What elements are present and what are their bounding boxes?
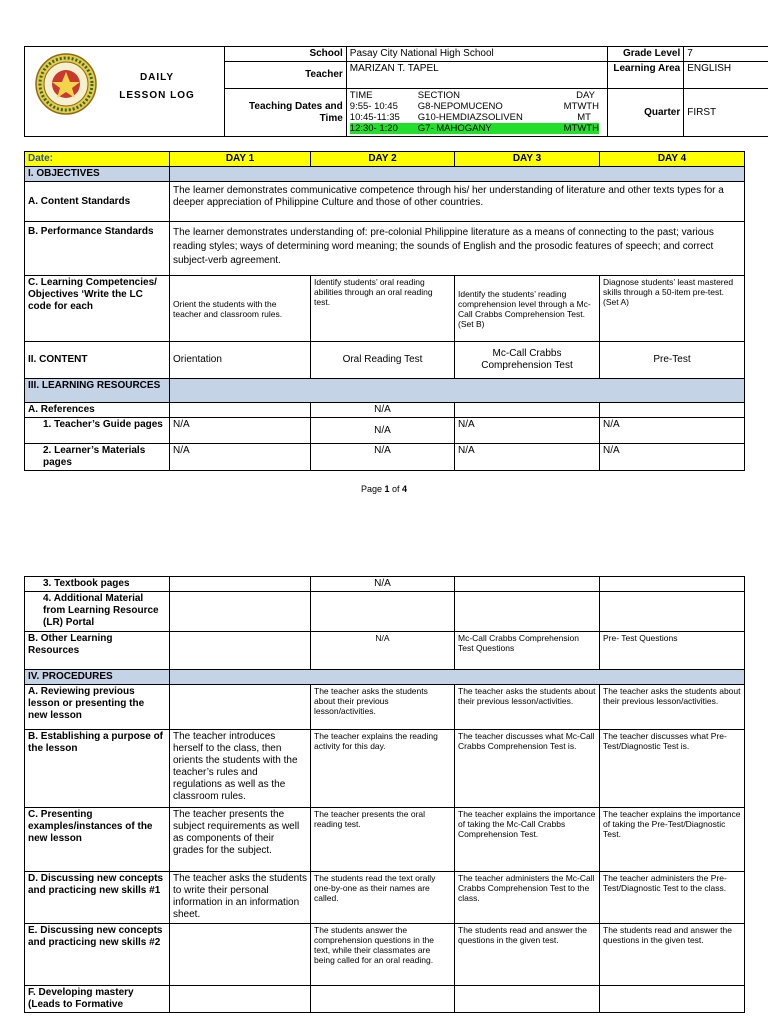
section-fill [170, 670, 745, 685]
other-resources-label: B. Other Learning Resources [25, 632, 170, 670]
page-prefix: Page [360, 484, 385, 494]
references-cell: N/A [311, 403, 455, 418]
presenting-cell: The teacher explains the importance of taking the Pre-Test/Diagnostic Test. [600, 808, 745, 872]
performance-standards-label: B. Performance Standards [25, 222, 170, 276]
header-table [24, 46, 768, 137]
additional-cell [170, 592, 311, 632]
presenting-cell: The teacher presents the oral reading test. [311, 808, 455, 872]
textbook-label: 3. Textbook pages [25, 577, 170, 592]
schedule-cell [346, 89, 607, 137]
schedule-time: 12:30- 1:20 [349, 123, 398, 134]
discussing1-label: D. Discussing new concepts and practicing new skills #1 [25, 872, 170, 924]
discussing2-cell: The students read and answer the questions in the given test. [455, 924, 600, 986]
competency-cell: Identify students’ oral reading abilities through an oral reading test. [311, 276, 455, 342]
section-fill [170, 379, 745, 403]
mastery-cell [170, 986, 311, 1013]
competencies-label: C. Learning Competencies/ Objectives ‘Write the LC code for each [25, 276, 170, 342]
mastery-label: F. Developing mastery (Leads to Formative [25, 986, 170, 1013]
grade-label: Grade Level [607, 47, 683, 62]
teachers-guide-cell: N/A [600, 418, 745, 444]
purpose-cell: The teacher discusses what Pre-Test/Diagnostic Test is. [600, 730, 745, 808]
performance-standards-text: The learner demonstrates understanding of: pre-colonial Philippine literature as a means of connecting to the past; various reading styles; ways of determining word meaning; the sounds of English and the prosodic features of speech; and correct subject-verb agreement. [170, 222, 745, 276]
schedule-time: 10:45-11:35 [349, 112, 400, 123]
day-header: DAY 2 [311, 152, 455, 167]
additional-cell [311, 592, 455, 632]
other-resources-cell: N/A [311, 632, 455, 670]
teacher-value: MARIZAN T. TAPEL [346, 62, 607, 89]
quarter-label: Quarter [607, 89, 683, 137]
teachers-guide-cell: N/A [170, 418, 311, 444]
schedule-section: G10-HEMDIAZSOLIVEN [417, 112, 523, 123]
lesson-table-page1 [24, 151, 745, 471]
content-standards-label: A. Content Standards [25, 182, 170, 222]
other-resources-cell [170, 632, 311, 670]
page-of: of [389, 484, 403, 494]
lesson-table-page2 [24, 576, 745, 1013]
schedule-time: 9:55- 10:45 [349, 101, 398, 112]
learners-materials-cell: N/A [311, 444, 455, 471]
schedule-time: TIME [349, 90, 373, 101]
date-label: Date: [25, 152, 170, 167]
textbook-cell [600, 577, 745, 592]
schedule-day: MTWTH [563, 123, 599, 134]
competency-cell: Orient the students with the teacher and classroom rules. [170, 276, 311, 342]
discussing1-cell: The teacher asks the students to write their personal information in an information sheet. [170, 872, 311, 924]
references-cell [455, 403, 600, 418]
schedule-row [350, 112, 599, 123]
textbook-cell: N/A [311, 577, 455, 592]
discussing1-cell: The students read the text orally one-by-one as their names are called. [311, 872, 455, 924]
reviewing-cell [170, 685, 311, 730]
procedures-label: IV. PROCEDURES [25, 670, 170, 685]
other-resources-cell: Pre- Test Questions [600, 632, 745, 670]
teachers-guide-cell: N/A [311, 418, 455, 444]
references-label: A. References [25, 403, 170, 418]
objectives-label: I. OBJECTIVES [25, 167, 170, 182]
title-line1: DAILY [139, 72, 175, 83]
day-header: DAY 1 [170, 152, 311, 167]
reviewing-cell: The teacher asks the students about their previous lesson/activities. [600, 685, 745, 730]
teachers-guide-cell: N/A [455, 418, 600, 444]
page-number [0, 484, 768, 494]
references-cell [170, 403, 311, 418]
schedule-day: MTWTH [563, 101, 599, 112]
content-cell: Orientation [170, 342, 311, 379]
competency-cell: Diagnose students’ least mastered skills through a 50-item pre-test. (Set A) [600, 276, 745, 342]
mastery-cell [455, 986, 600, 1013]
purpose-label: B. Establishing a purpose of the lesson [25, 730, 170, 808]
discussing2-cell: The students answer the comprehension questions in the text, while their classmates are being called for an oral reading. [311, 924, 455, 986]
content-standards-text: The learner demonstrates communicative competence through his/ her understanding of literature and other texts types for a deeper appreciation of Philippine Culture and those of other countries. [170, 182, 745, 222]
school-label: School [224, 47, 346, 62]
schedule-row [350, 90, 599, 101]
mastery-cell [311, 986, 455, 1013]
title-line2: LESSON LOG [119, 90, 195, 101]
textbook-cell [455, 577, 600, 592]
reviewing-cell: The teacher asks the students about their previous lesson/activities. [455, 685, 600, 730]
content-cell: Pre-Test [600, 342, 745, 379]
grade-value: 7 [684, 47, 768, 62]
reviewing-cell: The teacher asks the students about their previous lesson/activities. [311, 685, 455, 730]
schedule-day: DAY [576, 90, 595, 101]
discussing1-cell: The teacher administers the Mc-Call Crabbs Comprehension Test to the class. [455, 872, 600, 924]
page-num: 1 [384, 484, 390, 494]
references-cell [600, 403, 745, 418]
learning-area-label: Learning Area [607, 62, 683, 89]
schedule-section: G8-NEPOMUCENO [417, 101, 503, 112]
page-total: 4 [402, 484, 408, 494]
section-fill [170, 167, 745, 182]
content-cell: Mc-Call Crabbs Comprehension Test [455, 342, 600, 379]
presenting-cell: The teacher presents the subject requirements as well as components of their grades for the subject. [170, 808, 311, 872]
presenting-cell: The teacher explains the importance of taking the Mc-Call Crabbs Comprehension Test. [455, 808, 600, 872]
schedule-section: G7- MAHOGANY [417, 123, 492, 134]
learners-materials-label: 2. Learner’s Materials pages [25, 444, 170, 471]
school-value: Pasay City National High School [346, 47, 607, 62]
learners-materials-cell: N/A [600, 444, 745, 471]
learners-materials-cell: N/A [170, 444, 311, 471]
additional-cell [600, 592, 745, 632]
schedule-section: SECTION [417, 90, 461, 101]
textbook-cell [170, 577, 311, 592]
discussing2-cell: The students read and answer the questions in the given test. [600, 924, 745, 986]
quarter-value: FIRST [684, 89, 768, 137]
reviewing-label: A. Reviewing previous lesson or presenting the new lesson [25, 685, 170, 730]
purpose-cell: The teacher explains the reading activity for this day. [311, 730, 455, 808]
purpose-cell: The teacher introduces herself to the class, then orients the students with the teacher’s rules and regulations as well as the classroom rules. [170, 730, 311, 808]
schedule-day: MT [577, 112, 591, 123]
dates-label: Teaching Dates and Time [224, 89, 346, 137]
discussing1-cell: The teacher administers the Pre-Test/Diagnostic Test to the class. [600, 872, 745, 924]
mastery-cell [600, 986, 745, 1013]
discussing2-label: E. Discussing new concepts and practicing new skills #2 [25, 924, 170, 986]
discussing2-cell [170, 924, 311, 986]
learning-resources-label: III. LEARNING RESOURCES [25, 379, 170, 403]
presenting-label: C. Presenting examples/instances of the new lesson [25, 808, 170, 872]
content-label: II. CONTENT [25, 342, 170, 379]
content-cell: Oral Reading Test [311, 342, 455, 379]
learning-area-value: ENGLISH [684, 62, 768, 89]
teacher-label: Teacher [224, 62, 346, 89]
purpose-cell: The teacher discusses what Mc-Call Crabbs Comprehension Test is. [455, 730, 600, 808]
day-header: DAY 4 [600, 152, 745, 167]
additional-cell [455, 592, 600, 632]
competency-cell: Identify the students’ reading comprehension level through a Mc-Call Crabbs Comprehension Test. (Set B) [455, 276, 600, 342]
teachers-guide-label: 1. Teacher’s Guide pages [25, 418, 170, 444]
school-seal-logo [34, 52, 98, 116]
day-header: DAY 3 [455, 152, 600, 167]
schedule-row [350, 101, 599, 112]
additional-material-label: 4. Additional Material from Learning Resource (LR) Portal [25, 592, 170, 632]
schedule-row-highlighted [350, 123, 599, 134]
other-resources-cell: Mc-Call Crabbs Comprehension Test Questions [455, 632, 600, 670]
learners-materials-cell: N/A [455, 444, 600, 471]
